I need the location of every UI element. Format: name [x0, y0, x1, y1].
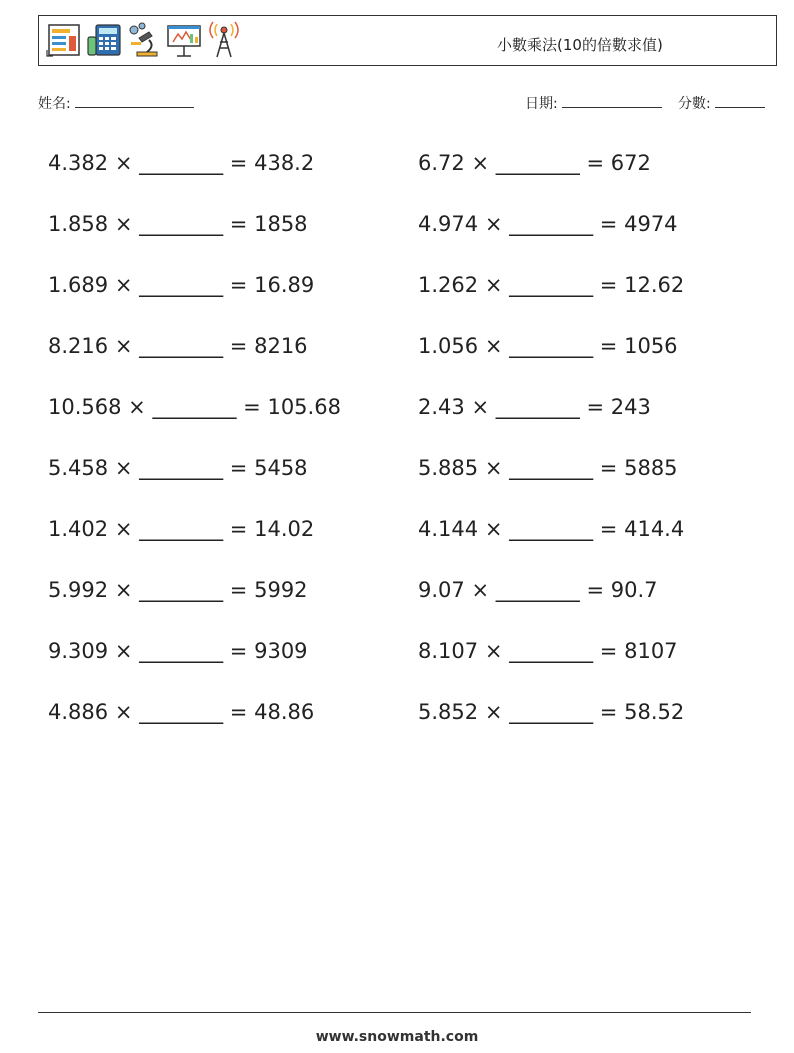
- calculator-icon: [85, 20, 123, 60]
- times-sign: ×: [114, 456, 133, 480]
- multiplicand: 4.144: [418, 517, 479, 541]
- answer-blank[interactable]: ________: [139, 639, 224, 663]
- answer-blank[interactable]: ________: [139, 578, 224, 602]
- answer-blank[interactable]: ________: [139, 273, 224, 297]
- multiplicand: 5.458: [48, 456, 109, 480]
- product: 16.89: [254, 273, 315, 297]
- date-label: 日期:: [525, 96, 558, 112]
- equals-sign: =: [599, 334, 618, 358]
- problem-right-3: [418, 273, 684, 297]
- answer-blank[interactable]: ________: [509, 334, 594, 358]
- equals-sign: =: [229, 273, 248, 297]
- product: 14.02: [254, 517, 315, 541]
- answer-blank[interactable]: ________: [495, 151, 580, 175]
- problem-right-8: [418, 578, 658, 602]
- multiplicand: 5.852: [418, 700, 479, 724]
- score-label: 分數:: [678, 96, 711, 112]
- product: 8216: [254, 334, 308, 358]
- answer-blank[interactable]: ________: [139, 700, 224, 724]
- times-sign: ×: [114, 334, 133, 358]
- product: 9309: [254, 639, 308, 663]
- footer-divider: [38, 1012, 751, 1013]
- multiplicand: 4.974: [418, 212, 479, 236]
- answer-blank[interactable]: ________: [509, 700, 594, 724]
- multiplicand: 5.992: [48, 578, 109, 602]
- equals-sign: =: [229, 151, 248, 175]
- equals-sign: =: [229, 517, 248, 541]
- problem-right-7: [418, 517, 684, 541]
- times-sign: ×: [114, 639, 133, 663]
- product: 8107: [624, 639, 678, 663]
- times-sign: ×: [484, 639, 503, 663]
- multiplicand: 9.07: [418, 578, 465, 602]
- product: 105.68: [267, 395, 341, 419]
- multiplicand: 10.568: [48, 395, 122, 419]
- times-sign: ×: [484, 700, 503, 724]
- times-sign: ×: [484, 212, 503, 236]
- product: 48.86: [254, 700, 315, 724]
- name-label: 姓名:: [38, 96, 71, 112]
- presentation-board-icon: [165, 20, 203, 60]
- multiplicand: 4.382: [48, 151, 109, 175]
- product: 4974: [624, 212, 678, 236]
- answer-blank[interactable]: ________: [495, 578, 580, 602]
- equals-sign: =: [599, 456, 618, 480]
- problem-left-8: [48, 578, 308, 602]
- problem-right-1: [418, 151, 651, 175]
- equals-sign: =: [599, 700, 618, 724]
- equals-sign: =: [599, 212, 618, 236]
- times-sign: ×: [114, 273, 133, 297]
- problem-left-6: [48, 456, 308, 480]
- times-sign: ×: [114, 578, 133, 602]
- answer-blank[interactable]: ________: [152, 395, 237, 419]
- answer-blank[interactable]: ________: [139, 151, 224, 175]
- answer-blank[interactable]: ________: [139, 212, 224, 236]
- answer-blank[interactable]: ________: [139, 517, 224, 541]
- equals-sign: =: [586, 395, 605, 419]
- equals-sign: =: [229, 700, 248, 724]
- times-sign: ×: [114, 151, 133, 175]
- product: 58.52: [624, 700, 685, 724]
- times-sign: ×: [484, 517, 503, 541]
- multiplicand: 9.309: [48, 639, 109, 663]
- equals-sign: =: [599, 517, 618, 541]
- times-sign: ×: [471, 578, 490, 602]
- equals-sign: =: [229, 639, 248, 663]
- multiplicand: 5.885: [418, 456, 479, 480]
- product: 438.2: [254, 151, 315, 175]
- times-sign: ×: [114, 212, 133, 236]
- problem-left-2: [48, 212, 308, 236]
- name-field: [38, 93, 194, 113]
- product: 12.62: [624, 273, 685, 297]
- multiplicand: 1.689: [48, 273, 109, 297]
- equals-sign: =: [599, 639, 618, 663]
- times-sign: ×: [484, 456, 503, 480]
- answer-blank[interactable]: ________: [509, 212, 594, 236]
- answer-blank[interactable]: ________: [509, 273, 594, 297]
- times-sign: ×: [484, 334, 503, 358]
- multiplicand: 8.107: [418, 639, 479, 663]
- answer-blank[interactable]: ________: [509, 456, 594, 480]
- equals-sign: =: [586, 578, 605, 602]
- equals-sign: =: [243, 395, 261, 419]
- times-sign: ×: [471, 151, 490, 175]
- multiplicand: 4.886: [48, 700, 109, 724]
- product: 1056: [624, 334, 678, 358]
- equals-sign: =: [229, 456, 248, 480]
- problem-left-3: [48, 273, 314, 297]
- date-field: [525, 93, 662, 113]
- footer-url: www.snowmath.com: [315, 1029, 479, 1045]
- multiplicand: 1.262: [418, 273, 479, 297]
- multiplicand: 8.216: [48, 334, 109, 358]
- answer-blank[interactable]: ________: [139, 456, 224, 480]
- problem-left-7: [48, 517, 314, 541]
- product: 414.4: [624, 517, 685, 541]
- answer-blank[interactable]: ________: [139, 334, 224, 358]
- name-line: [75, 106, 194, 108]
- times-sign: ×: [471, 395, 490, 419]
- product: 5992: [254, 578, 308, 602]
- date-line: [562, 106, 662, 108]
- equals-sign: =: [229, 578, 248, 602]
- score-field: [678, 93, 765, 113]
- multiplicand: 6.72: [418, 151, 465, 175]
- answer-blank[interactable]: ________: [495, 395, 580, 419]
- times-sign: ×: [114, 700, 133, 724]
- product: 5885: [624, 456, 678, 480]
- equals-sign: =: [586, 151, 605, 175]
- product: 5458: [254, 456, 308, 480]
- multiplicand: 1.056: [418, 334, 479, 358]
- multiplicand: 1.858: [48, 212, 109, 236]
- multiplicand: 2.43: [418, 395, 465, 419]
- product: 90.7: [610, 578, 658, 602]
- problem-left-4: [48, 334, 308, 358]
- times-sign: ×: [128, 395, 146, 419]
- header-icons: [45, 20, 243, 60]
- equals-sign: =: [599, 273, 618, 297]
- problem-left-5: [48, 395, 341, 419]
- equals-sign: =: [229, 212, 248, 236]
- answer-blank[interactable]: ________: [509, 639, 594, 663]
- score-line: [715, 106, 765, 108]
- problem-right-6: [418, 456, 678, 480]
- microscope-icon: [125, 20, 163, 60]
- worksheet-title: 小數乘法(10的倍數求值): [497, 36, 663, 54]
- product: 1858: [254, 212, 308, 236]
- problem-left-9: [48, 639, 308, 663]
- newspaper-icon: [45, 20, 83, 60]
- problem-right-10: [418, 700, 684, 724]
- problem-left-1: [48, 151, 314, 175]
- product: 672: [610, 151, 651, 175]
- problem-right-9: [418, 639, 678, 663]
- equals-sign: =: [229, 334, 248, 358]
- times-sign: ×: [484, 273, 503, 297]
- worksheet-header: [38, 15, 777, 66]
- problem-right-5: [418, 395, 651, 419]
- problem-right-4: [418, 334, 678, 358]
- radio-tower-icon: [205, 20, 243, 60]
- multiplicand: 1.402: [48, 517, 109, 541]
- product: 243: [610, 395, 651, 419]
- problem-left-10: [48, 700, 314, 724]
- times-sign: ×: [114, 517, 133, 541]
- problem-right-2: [418, 212, 678, 236]
- answer-blank[interactable]: ________: [509, 517, 594, 541]
